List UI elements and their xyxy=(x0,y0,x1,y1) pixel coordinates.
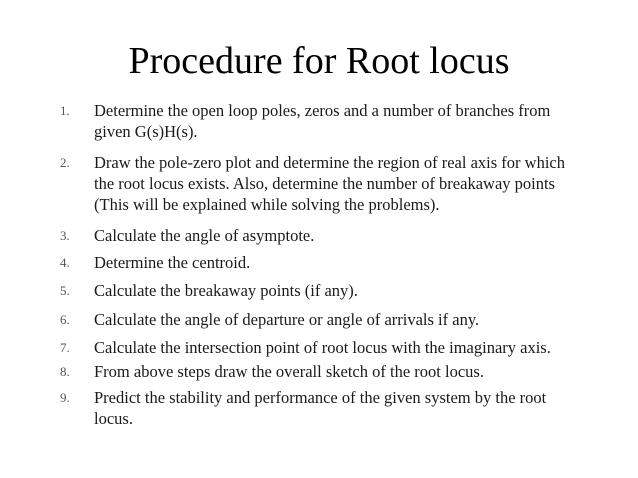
step-number: 6. xyxy=(60,312,70,327)
step-text-line: Determine the centroid. xyxy=(94,253,251,272)
step-text-line: locus. xyxy=(94,409,133,428)
step-text-line: From above steps draw the overall sketch of the root locus. xyxy=(94,362,484,381)
step-text-line: the root locus exists. Also, determine the number of breakaway points xyxy=(94,174,555,193)
step-text xyxy=(94,309,586,330)
step-text xyxy=(94,337,586,358)
step-text xyxy=(94,225,586,246)
slide-title: Procedure for Root locus xyxy=(128,40,510,82)
step-text xyxy=(94,100,586,142)
step-text-line: Calculate the intersection point of root locus with the imaginary axis. xyxy=(94,338,551,357)
step-number: 9. xyxy=(60,390,70,405)
step-text xyxy=(94,252,586,273)
step-text-line: Calculate the angle of departure or angle of arrivals if any. xyxy=(94,310,480,329)
step-text-line: Draw the pole-zero plot and determine the region of real axis for which xyxy=(94,153,565,172)
step-number: 3. xyxy=(60,228,70,243)
step-number: 1. xyxy=(60,103,70,118)
step-number: 7. xyxy=(60,340,70,355)
step-text xyxy=(94,280,586,301)
step-text-line: Predict the stability and performance of the given system by the root xyxy=(94,388,547,407)
step-text-line: Calculate the angle of asymptote. xyxy=(94,226,315,245)
step-text xyxy=(94,387,586,429)
step-text-line: Determine the open loop poles, zeros and a number of branches from xyxy=(94,101,551,120)
step-text-line: Calculate the breakaway points (if any). xyxy=(94,281,358,300)
step-number: 4. xyxy=(60,255,70,270)
step-number: 5. xyxy=(60,283,70,298)
step-text-line: (This will be explained while solving the problems). xyxy=(94,195,440,214)
step-text xyxy=(94,361,586,382)
step-text xyxy=(94,152,586,215)
step-text-line: given G(s)H(s). xyxy=(94,122,198,141)
step-number: 8. xyxy=(60,364,70,379)
step-number: 2. xyxy=(60,155,70,170)
